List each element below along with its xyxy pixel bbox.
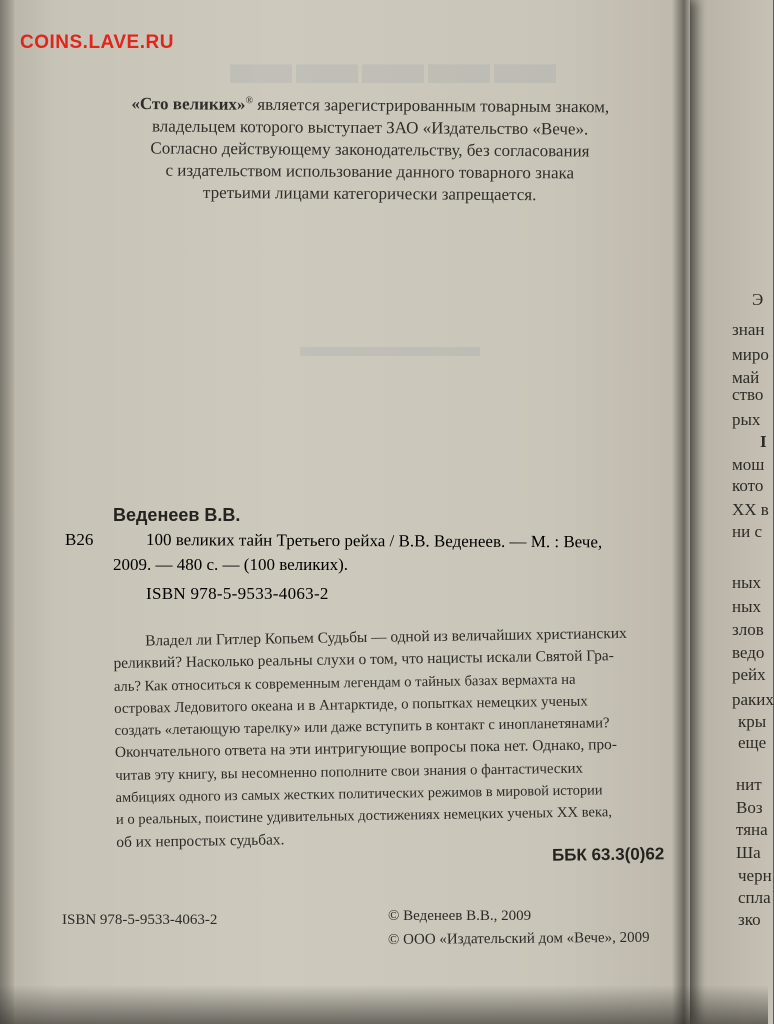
copyright-publisher: © ООО «Издательский дом «Вече», 2009 bbox=[387, 929, 650, 948]
right-page-fragment: ных bbox=[732, 573, 762, 592]
abstract-line: аль? Как относиться к современным легендам о тайных базах вермахта на bbox=[113, 671, 576, 695]
abstract-line: Владел ли Гитлер Копьем Судьбы — одной из величайших христианских bbox=[145, 624, 627, 650]
bottom-isbn: ISBN 978-5-9533-4063-2 bbox=[62, 912, 218, 928]
right-page-fragment: еще bbox=[738, 733, 767, 752]
series-name: «Сто великих» bbox=[131, 93, 246, 114]
abstract-line: и о реальных, поистине удивительных достижениях немецких ученых XX века, bbox=[115, 804, 613, 829]
show-through-text: ▬▬▬▬▬▬ bbox=[300, 330, 480, 363]
right-page-fragment: черн bbox=[738, 866, 772, 885]
abstract-line: Окончательного ответа на эти интригующие вопросы пока нет. Однако, про- bbox=[114, 736, 618, 762]
abstract-line: реликвий? Насколько реальны слухи о том, что нацисты искали Святой Гра- bbox=[113, 647, 614, 673]
right-page-fragment: рейх bbox=[732, 665, 766, 684]
watermark: COINS.LAVE.RU bbox=[20, 32, 174, 53]
catalog-description-line: 100 великих тайн Третьего рейха / В.В. Веденеев. — М. : Вече, bbox=[145, 530, 603, 552]
right-page-fragment: раких bbox=[732, 690, 774, 709]
right-page-fragment: ведо bbox=[732, 643, 765, 662]
trademark-line: владельцем которого выступает ЗАО «Издательство «Вече». bbox=[151, 116, 589, 139]
book-gutter-shadow bbox=[672, 0, 692, 1024]
registered-mark: ® bbox=[245, 95, 254, 107]
trademark-notice bbox=[110, 89, 631, 206]
right-book-page bbox=[683, 0, 773, 1024]
right-page-fragment: кры bbox=[738, 712, 767, 731]
trademark-text: является зарегистрированным товарным знаком, bbox=[253, 94, 610, 117]
right-page-fragment: ных bbox=[732, 597, 762, 616]
trademark-line: третьими лицами категорически запрещается. bbox=[202, 182, 537, 204]
abstract-line: об их непростых судьбах. bbox=[116, 831, 285, 851]
right-page-fragment: знан bbox=[732, 320, 765, 339]
abstract-line: амбициях одного из самых жестких политических режимов в мировой истории bbox=[115, 782, 603, 807]
bbk-code: ББК 63.3(0)62 bbox=[551, 844, 665, 865]
right-page-fragment: май bbox=[732, 368, 760, 387]
right-page-fragment: нит bbox=[736, 775, 762, 794]
copyright-author: © Веденеев В.В., 2009 bbox=[388, 908, 532, 924]
right-page-fragment: кото bbox=[732, 476, 764, 495]
book-abstract bbox=[113, 622, 676, 854]
trademark-line: с издательством использование данного товарного знака bbox=[165, 160, 575, 183]
right-page-fragment: тяна bbox=[736, 820, 768, 839]
right-page-fragment: XX в bbox=[732, 500, 769, 519]
right-page-fragment: спла bbox=[738, 888, 771, 907]
catalog-isbn: ISBN 978-5-9533-4063-2 bbox=[146, 584, 329, 603]
bottom-shadow bbox=[0, 985, 768, 1024]
show-through-title: ▬▬▬▬▬ bbox=[230, 29, 560, 97]
catalog-code: В26 bbox=[65, 530, 94, 549]
right-page-fragment: миро bbox=[732, 345, 769, 364]
catalog-author: Веденеев В.В. bbox=[113, 505, 241, 525]
right-page-fragment: Ша bbox=[736, 843, 761, 862]
abstract-line: читав эту книгу, вы несомненно пополните свои знания о фантастических bbox=[115, 760, 584, 784]
right-page-fragment: ни с bbox=[732, 522, 762, 541]
trademark-line: Согласно действующему законодательству, без согласования bbox=[150, 138, 590, 161]
right-page-fragment: мош bbox=[732, 455, 765, 474]
abstract-line: островах Ледовитого океана и в Антарктиде, о попытках немецких ученых bbox=[114, 693, 588, 717]
abstract-line: создать «летающую тарелку» или даже вступить в контакт с инопланетянами? bbox=[114, 715, 610, 740]
right-page-fragment: I bbox=[760, 432, 767, 451]
page-edge-shadow bbox=[0, 0, 14, 1024]
trademark-line bbox=[110, 89, 630, 118]
right-page-fragment: Э bbox=[752, 290, 764, 309]
right-page-fragment: зко bbox=[738, 910, 761, 929]
right-page-fragment: злов bbox=[732, 620, 764, 639]
catalog-description-line: 2009. — 480 с. — (100 великих). bbox=[113, 555, 349, 574]
right-page-fragment: ство bbox=[732, 385, 764, 404]
right-page-fragment: Воз bbox=[736, 798, 763, 817]
right-page-fragment: рых bbox=[732, 410, 761, 429]
